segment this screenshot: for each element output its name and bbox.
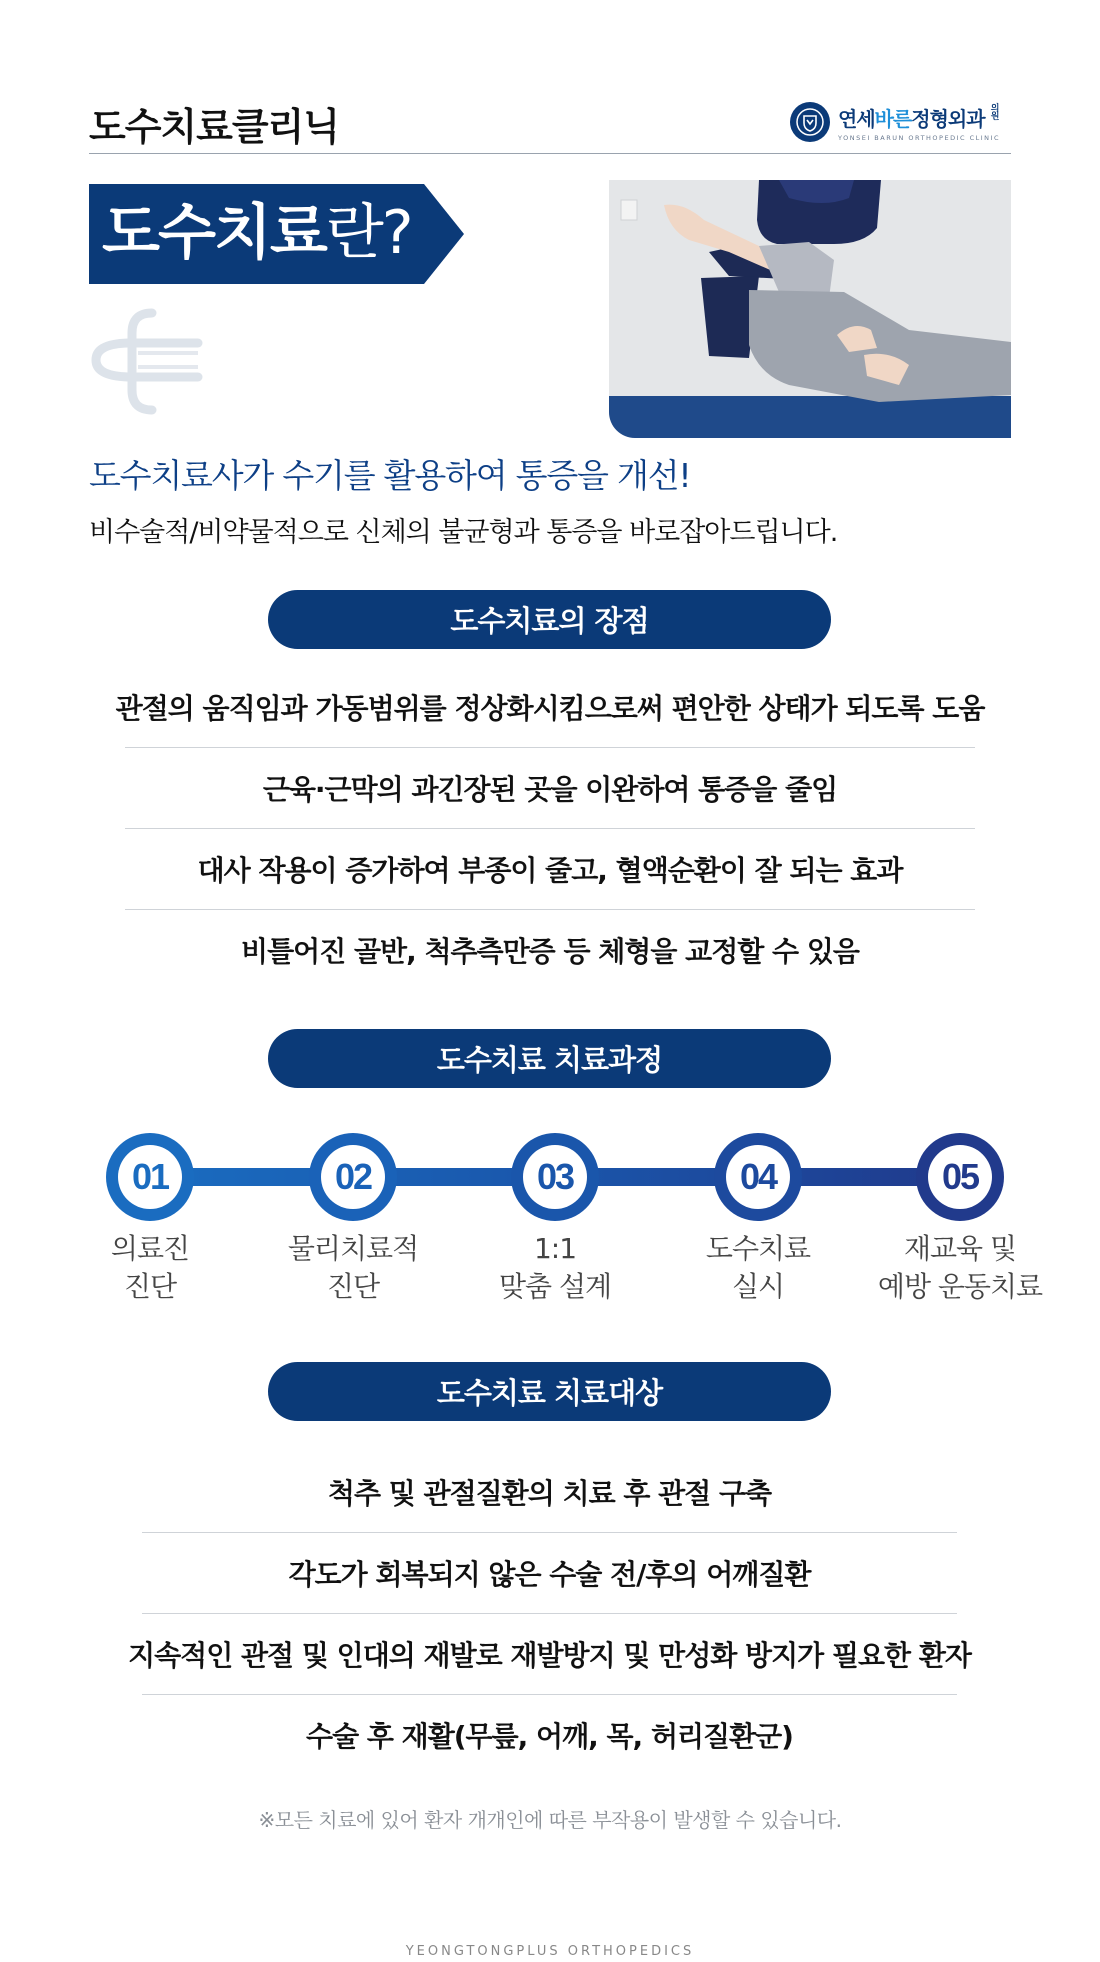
targets-title-pill: 도수치료 치료대상 — [268, 1362, 831, 1421]
list-item: 근육·근막의 과긴장된 곳을 이완하여 통증을 줄임 — [125, 748, 975, 829]
intro-description: 비수술적/비약물적으로 신체의 불균형과 통증을 바로잡아드립니다. — [89, 517, 838, 548]
logo-english: YONSEI BARUN ORTHOPEDIC CLINIC — [838, 133, 1000, 142]
step-2-label: 물리치료적 진단 — [287, 1232, 419, 1303]
list-item: 관절의 움직임과 가동범위를 정상화시킴으로써 편안한 상태가 되도록 도움 — [125, 667, 975, 748]
clinic-logo — [790, 102, 1001, 142]
step-1-badge: 01 — [106, 1133, 194, 1221]
list-item: 각도가 회복되지 않은 수술 전/후의 어깨질환 — [142, 1533, 957, 1614]
step-5-badge: 05 — [916, 1133, 1004, 1221]
targets-list — [128, 1452, 971, 1775]
list-item: 수술 후 재활(무릎, 어깨, 목, 허리질환군) — [306, 1720, 793, 1753]
process-title-pill: 도수치료 치료과정 — [268, 1029, 831, 1088]
page-title: 도수치료클리닉 — [89, 105, 339, 149]
intro-lead: 도수치료사가 수기를 활용하여 통증을 개선! — [89, 456, 691, 495]
list-item: 비틀어진 골반, 척추측만증 등 체형을 교정할 수 있음 — [241, 935, 859, 968]
disclaimer-note: ※모든 치료에 있어 환자 개개인에 따른 부작용이 발생할 수 있습니다. — [258, 1808, 842, 1832]
benefits-list — [115, 667, 985, 990]
list-item: 지속적인 관절 및 인대의 재발로 재발방지 및 만성화 방지가 필요한 환자 — [142, 1614, 957, 1695]
shield-emblem-icon — [790, 102, 830, 142]
step-3-label: 1:1 맞춤 설계 — [498, 1232, 612, 1303]
header-divider — [89, 153, 1011, 154]
list-item: 척추 및 관절질환의 치료 후 관절 구축 — [142, 1452, 957, 1533]
logo-wordmark: 연세바른정형외과 의원 — [838, 102, 999, 131]
benefits-title-pill: 도수치료의 장점 — [268, 590, 831, 649]
step-1-label: 의료진 진단 — [110, 1232, 190, 1303]
step-3-badge: 03 — [511, 1133, 599, 1221]
step-2-badge: 02 — [309, 1133, 397, 1221]
step-4-badge: 04 — [714, 1133, 802, 1221]
list-item: 대사 작용이 증가하여 부종이 줄고, 혈액순환이 잘 되는 효과 — [125, 829, 975, 910]
hero-title: 도수치료란? — [102, 198, 412, 268]
decorative-symbol-icon — [90, 305, 205, 424]
step-5-label: 재교육 및 예방 운동치료 — [877, 1232, 1043, 1303]
footer-brand: YEONGTONGPLUS ORTHOPEDICS — [405, 1944, 695, 1959]
step-4-label: 도수치료 실시 — [705, 1232, 811, 1303]
manual-therapy-photo — [609, 180, 1011, 438]
